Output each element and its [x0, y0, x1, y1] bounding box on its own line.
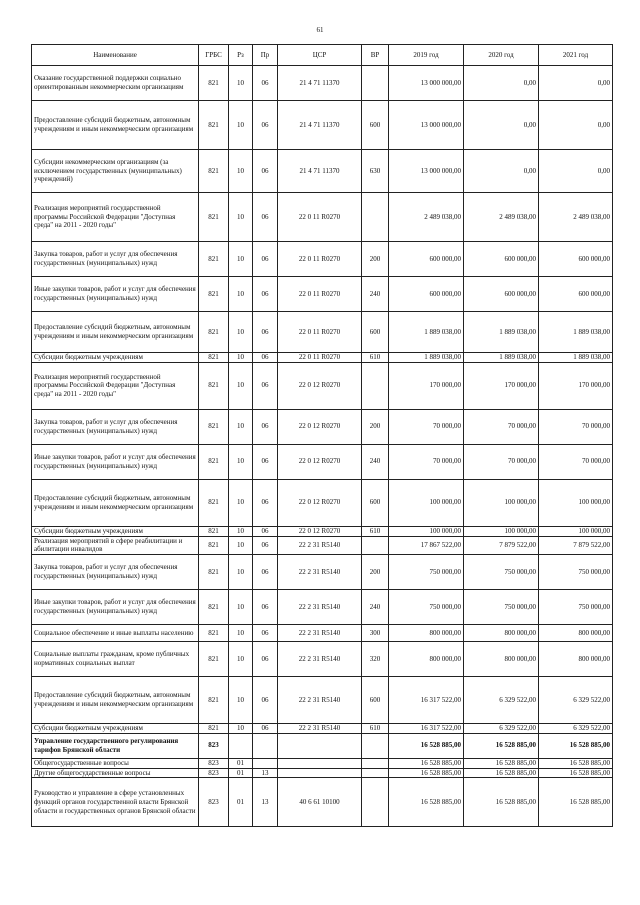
cell-name: Иные закупки товаров, работ и услуг для обеспечения государственных (муниципальных) нужд [32, 590, 199, 625]
table-row [32, 526, 613, 536]
cell-2021: 800 000,00 [539, 642, 613, 677]
cell-csr: 22 0 11 R0270 [278, 242, 362, 277]
cell-csr: 22 2 31 R5140 [278, 590, 362, 625]
header-grbs: ГРБС [199, 45, 229, 66]
cell-vr [362, 778, 389, 827]
cell-grbs: 821 [199, 242, 229, 277]
cell-csr: 22 0 12 R0270 [278, 479, 362, 526]
cell-grbs: 821 [199, 362, 229, 409]
cell-2019: 16 317 522,00 [389, 677, 464, 724]
cell-grbs: 821 [199, 66, 229, 101]
cell-csr: 22 0 12 R0270 [278, 362, 362, 409]
cell-vr [362, 733, 389, 758]
cell-2021: 2 489 038,00 [539, 193, 613, 242]
cell-csr: 22 0 11 R0270 [278, 353, 362, 363]
cell-rz [229, 733, 253, 758]
cell-name: Реализация мероприятий государственной программы Российской Федерации "Доступная среда" на 2011 - 2020 годы" [32, 193, 199, 242]
cell-name: Субсидии бюджетным учреждениям [32, 353, 199, 363]
cell-name: Реализация мероприятий государственной программы Российской Федерации "Доступная среда" на 2011 - 2020 годы" [32, 362, 199, 409]
cell-rz: 10 [229, 409, 253, 444]
cell-csr: 22 2 31 R5140 [278, 642, 362, 677]
table-body [32, 66, 613, 827]
cell-2021: 16 528 885,00 [539, 768, 613, 778]
cell-2021: 6 329 522,00 [539, 724, 613, 734]
cell-vr: 240 [362, 444, 389, 479]
cell-vr: 600 [362, 677, 389, 724]
cell-rz: 10 [229, 625, 253, 642]
cell-2020: 800 000,00 [464, 642, 539, 677]
cell-pr: 06 [253, 536, 278, 555]
cell-2021: 750 000,00 [539, 590, 613, 625]
cell-2020: 800 000,00 [464, 625, 539, 642]
cell-2020: 6 329 522,00 [464, 724, 539, 734]
cell-2020: 2 489 038,00 [464, 193, 539, 242]
cell-2020: 600 000,00 [464, 242, 539, 277]
cell-vr: 600 [362, 312, 389, 353]
table-row [32, 66, 613, 101]
cell-2020: 750 000,00 [464, 555, 539, 590]
table-row [32, 555, 613, 590]
cell-2021: 70 000,00 [539, 444, 613, 479]
cell-grbs: 821 [199, 526, 229, 536]
cell-name: Управление государственного регулирования тарифов Брянской области [32, 733, 199, 758]
cell-vr: 610 [362, 526, 389, 536]
cell-2020: 70 000,00 [464, 409, 539, 444]
cell-rz: 10 [229, 150, 253, 193]
cell-rz: 10 [229, 353, 253, 363]
cell-2021: 16 528 885,00 [539, 733, 613, 758]
cell-grbs: 821 [199, 277, 229, 312]
cell-csr: 22 0 12 R0270 [278, 444, 362, 479]
table-row [32, 312, 613, 353]
cell-csr: 22 2 31 R5140 [278, 724, 362, 734]
cell-csr: 40 6 61 10100 [278, 778, 362, 827]
cell-rz: 10 [229, 66, 253, 101]
cell-2020: 170 000,00 [464, 362, 539, 409]
cell-2019: 2 489 038,00 [389, 193, 464, 242]
cell-2021: 0,00 [539, 101, 613, 150]
cell-2020: 100 000,00 [464, 479, 539, 526]
cell-csr: 22 2 31 R5140 [278, 555, 362, 590]
cell-pr: 06 [253, 555, 278, 590]
cell-csr: 22 2 31 R5140 [278, 625, 362, 642]
cell-rz: 10 [229, 479, 253, 526]
cell-vr: 200 [362, 555, 389, 590]
cell-2020: 16 528 885,00 [464, 768, 539, 778]
cell-grbs: 821 [199, 353, 229, 363]
cell-csr: 22 0 11 R0270 [278, 312, 362, 353]
cell-vr: 630 [362, 150, 389, 193]
table-row [32, 677, 613, 724]
cell-2021: 70 000,00 [539, 409, 613, 444]
header-rz: Рз [229, 45, 253, 66]
cell-grbs: 821 [199, 642, 229, 677]
cell-grbs: 821 [199, 590, 229, 625]
cell-name: Предоставление субсидий бюджетным, автономным учреждениям и иным некоммерческим организациям [32, 101, 199, 150]
header-name: Наименование [32, 45, 199, 66]
cell-grbs: 821 [199, 625, 229, 642]
table-header-row [32, 45, 613, 66]
cell-vr: 200 [362, 242, 389, 277]
cell-2019: 1 889 038,00 [389, 353, 464, 363]
cell-grbs: 823 [199, 733, 229, 758]
cell-2020: 600 000,00 [464, 277, 539, 312]
cell-name: Субсидии бюджетным учреждениям [32, 724, 199, 734]
header-csr: ЦСР [278, 45, 362, 66]
cell-name: Закупка товаров, работ и услуг для обеспечения государственных (муниципальных) нужд [32, 555, 199, 590]
cell-vr [362, 66, 389, 101]
cell-rz: 10 [229, 444, 253, 479]
cell-csr: 21 4 71 11370 [278, 101, 362, 150]
cell-grbs: 821 [199, 150, 229, 193]
cell-csr [278, 733, 362, 758]
cell-rz: 10 [229, 555, 253, 590]
header-2019: 2019 год [389, 45, 464, 66]
cell-rz: 10 [229, 536, 253, 555]
cell-name: Реализация мероприятий в сфере реабилитации и абилитации инвалидов [32, 536, 199, 555]
cell-2021: 0,00 [539, 66, 613, 101]
table-row [32, 758, 613, 768]
cell-rz: 10 [229, 101, 253, 150]
table-row [32, 362, 613, 409]
cell-csr: 22 0 11 R0270 [278, 277, 362, 312]
cell-2021: 750 000,00 [539, 555, 613, 590]
table-row [32, 625, 613, 642]
cell-pr [253, 758, 278, 768]
cell-2020: 750 000,00 [464, 590, 539, 625]
cell-pr: 06 [253, 444, 278, 479]
cell-grbs: 823 [199, 758, 229, 768]
cell-csr [278, 768, 362, 778]
header-2020: 2020 год [464, 45, 539, 66]
table-row [32, 724, 613, 734]
cell-name: Субсидии бюджетным учреждениям [32, 526, 199, 536]
cell-name: Оказание государственной поддержки социально ориентированным некоммерческим организациям [32, 66, 199, 101]
header-2021: 2021 год [539, 45, 613, 66]
cell-2021: 16 528 885,00 [539, 758, 613, 768]
cell-2020: 7 879 522,00 [464, 536, 539, 555]
cell-2021: 600 000,00 [539, 277, 613, 312]
cell-csr: 22 2 31 R5140 [278, 677, 362, 724]
cell-pr: 06 [253, 101, 278, 150]
cell-vr [362, 193, 389, 242]
cell-2021: 1 889 038,00 [539, 312, 613, 353]
cell-2021: 100 000,00 [539, 526, 613, 536]
cell-2019: 800 000,00 [389, 625, 464, 642]
cell-name: Закупка товаров, работ и услуг для обеспечения государственных (муниципальных) нужд [32, 409, 199, 444]
cell-rz: 10 [229, 312, 253, 353]
cell-pr: 06 [253, 724, 278, 734]
cell-name: Предоставление субсидий бюджетным, автономным учреждениям и иным некоммерческим организациям [32, 479, 199, 526]
cell-2021: 100 000,00 [539, 479, 613, 526]
cell-name: Общегосударственные вопросы [32, 758, 199, 768]
cell-2020: 100 000,00 [464, 526, 539, 536]
cell-2020: 0,00 [464, 66, 539, 101]
cell-2020: 6 329 522,00 [464, 677, 539, 724]
cell-2021: 170 000,00 [539, 362, 613, 409]
cell-pr: 06 [253, 479, 278, 526]
cell-2020: 70 000,00 [464, 444, 539, 479]
cell-2019: 16 528 885,00 [389, 733, 464, 758]
cell-grbs: 823 [199, 768, 229, 778]
cell-2021: 0,00 [539, 150, 613, 193]
table-row [32, 242, 613, 277]
cell-vr: 610 [362, 353, 389, 363]
cell-2020: 1 889 038,00 [464, 312, 539, 353]
cell-2021: 600 000,00 [539, 242, 613, 277]
cell-2019: 1 889 038,00 [389, 312, 464, 353]
cell-pr: 06 [253, 66, 278, 101]
cell-2019: 17 867 522,00 [389, 536, 464, 555]
cell-csr: 22 0 12 R0270 [278, 409, 362, 444]
cell-pr: 06 [253, 590, 278, 625]
cell-2019: 16 528 885,00 [389, 758, 464, 768]
cell-pr: 06 [253, 526, 278, 536]
cell-name: Руководство и управление в сфере установленных функций органов государственной власти Брянской области и государственных органов Брянской области [32, 778, 199, 827]
cell-pr: 06 [253, 677, 278, 724]
cell-vr: 300 [362, 625, 389, 642]
cell-rz: 10 [229, 526, 253, 536]
cell-rz: 10 [229, 242, 253, 277]
cell-name: Социальные выплаты гражданам, кроме публичных нормативных социальных выплат [32, 642, 199, 677]
table-row [32, 536, 613, 555]
cell-2019: 750 000,00 [389, 555, 464, 590]
cell-vr: 600 [362, 101, 389, 150]
cell-grbs: 821 [199, 444, 229, 479]
cell-rz: 10 [229, 590, 253, 625]
cell-name: Иные закупки товаров, работ и услуг для обеспечения государственных (муниципальных) нужд [32, 277, 199, 312]
cell-2019: 16 317 522,00 [389, 724, 464, 734]
cell-rz: 10 [229, 193, 253, 242]
cell-pr: 13 [253, 778, 278, 827]
cell-csr: 21 4 71 11370 [278, 150, 362, 193]
table-row [32, 277, 613, 312]
cell-2020: 0,00 [464, 150, 539, 193]
header-pr: Пр [253, 45, 278, 66]
cell-2020: 0,00 [464, 101, 539, 150]
budget-table [31, 44, 613, 827]
table-row [32, 733, 613, 758]
cell-rz: 01 [229, 778, 253, 827]
cell-pr: 06 [253, 312, 278, 353]
cell-csr: 22 0 11 R0270 [278, 193, 362, 242]
cell-pr: 06 [253, 362, 278, 409]
table-row [32, 409, 613, 444]
cell-rz: 10 [229, 724, 253, 734]
cell-pr: 06 [253, 642, 278, 677]
cell-grbs: 821 [199, 555, 229, 590]
cell-2020: 1 889 038,00 [464, 353, 539, 363]
cell-vr [362, 758, 389, 768]
cell-pr: 06 [253, 625, 278, 642]
cell-rz: 10 [229, 677, 253, 724]
cell-grbs: 821 [199, 312, 229, 353]
cell-2019: 16 528 885,00 [389, 768, 464, 778]
cell-rz: 10 [229, 362, 253, 409]
cell-vr: 610 [362, 724, 389, 734]
cell-2019: 170 000,00 [389, 362, 464, 409]
cell-vr: 240 [362, 590, 389, 625]
cell-2021: 16 528 885,00 [539, 778, 613, 827]
cell-rz: 01 [229, 768, 253, 778]
table-row [32, 444, 613, 479]
table-row [32, 642, 613, 677]
cell-2021: 6 329 522,00 [539, 677, 613, 724]
cell-2020: 16 528 885,00 [464, 733, 539, 758]
cell-vr [362, 768, 389, 778]
cell-vr [362, 536, 389, 555]
cell-2019: 13 000 000,00 [389, 101, 464, 150]
cell-name: Предоставление субсидий бюджетным, автономным учреждениям и иным некоммерческим организациям [32, 312, 199, 353]
cell-2021: 1 889 038,00 [539, 353, 613, 363]
cell-2019: 750 000,00 [389, 590, 464, 625]
cell-csr: 21 4 71 11370 [278, 66, 362, 101]
cell-pr: 06 [253, 353, 278, 363]
cell-pr: 06 [253, 242, 278, 277]
cell-grbs: 821 [199, 536, 229, 555]
cell-2019: 100 000,00 [389, 526, 464, 536]
cell-vr: 600 [362, 479, 389, 526]
cell-csr [278, 758, 362, 768]
cell-grbs: 821 [199, 479, 229, 526]
cell-csr: 22 0 12 R0270 [278, 526, 362, 536]
cell-vr: 240 [362, 277, 389, 312]
table-row [32, 193, 613, 242]
cell-grbs: 821 [199, 193, 229, 242]
cell-2019: 70 000,00 [389, 409, 464, 444]
cell-2021: 7 879 522,00 [539, 536, 613, 555]
cell-2021: 800 000,00 [539, 625, 613, 642]
cell-grbs: 821 [199, 677, 229, 724]
cell-2019: 16 528 885,00 [389, 778, 464, 827]
cell-2020: 16 528 885,00 [464, 758, 539, 768]
cell-2019: 600 000,00 [389, 277, 464, 312]
cell-rz: 10 [229, 642, 253, 677]
cell-grbs: 821 [199, 409, 229, 444]
cell-2019: 13 000 000,00 [389, 66, 464, 101]
cell-pr: 06 [253, 409, 278, 444]
cell-grbs: 823 [199, 778, 229, 827]
cell-pr: 06 [253, 193, 278, 242]
cell-name: Закупка товаров, работ и услуг для обеспечения государственных (муниципальных) нужд [32, 242, 199, 277]
cell-pr: 13 [253, 768, 278, 778]
cell-grbs: 821 [199, 101, 229, 150]
cell-name: Социальное обеспечение и иные выплаты населению [32, 625, 199, 642]
cell-name: Иные закупки товаров, работ и услуг для обеспечения государственных (муниципальных) нужд [32, 444, 199, 479]
table-row [32, 778, 613, 827]
cell-pr: 06 [253, 150, 278, 193]
cell-name: Другие общегосударственные вопросы [32, 768, 199, 778]
table-row [32, 479, 613, 526]
cell-name: Предоставление субсидий бюджетным, автономным учреждениям и иным некоммерческим организациям [32, 677, 199, 724]
cell-grbs: 821 [199, 724, 229, 734]
page-number: 61 [316, 26, 324, 34]
cell-2019: 70 000,00 [389, 444, 464, 479]
cell-vr: 200 [362, 409, 389, 444]
cell-2019: 100 000,00 [389, 479, 464, 526]
cell-vr [362, 362, 389, 409]
table-row [32, 101, 613, 150]
cell-2019: 800 000,00 [389, 642, 464, 677]
cell-rz: 10 [229, 277, 253, 312]
header-vr: ВР [362, 45, 389, 66]
cell-rz: 01 [229, 758, 253, 768]
table-row [32, 150, 613, 193]
cell-2019: 600 000,00 [389, 242, 464, 277]
cell-2020: 16 528 885,00 [464, 778, 539, 827]
cell-vr: 320 [362, 642, 389, 677]
cell-pr: 06 [253, 277, 278, 312]
table-row [32, 768, 613, 778]
cell-2019: 13 000 000,00 [389, 150, 464, 193]
cell-csr: 22 2 31 R5140 [278, 536, 362, 555]
cell-pr [253, 733, 278, 758]
cell-name: Субсидии некоммерческим организациям (за исключением государственных (муниципальных) учреждений) [32, 150, 199, 193]
table-row [32, 590, 613, 625]
table-row [32, 353, 613, 363]
